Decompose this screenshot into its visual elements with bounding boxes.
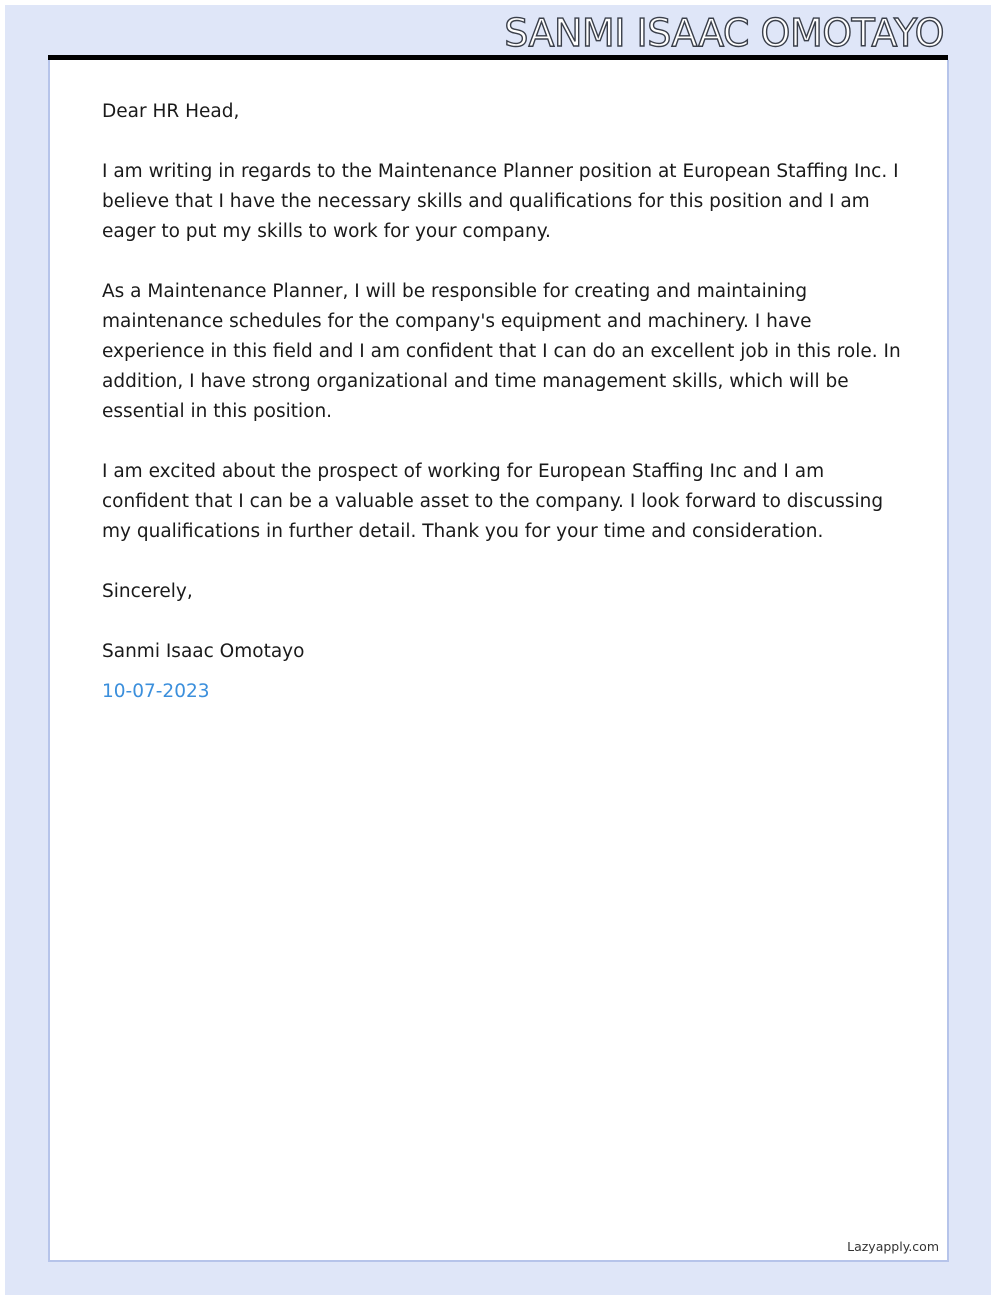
signature: Sanmi Isaac Omotayo <box>102 641 305 662</box>
footer-brand: Lazyapply.com <box>847 1239 939 1254</box>
letter-body <box>102 97 902 707</box>
letter-sheet <box>48 60 949 1262</box>
salutation: Dear HR Head, <box>102 101 240 122</box>
paragraph-2: As a Maintenance Planner, I will be responsible for creating and maintaining maintenance schedules for the company's equipment and machinery. I have experience in this field and I am confident that I can do an excellent job in this role. In addition, I have strong organizational and time management skills, which will be essential in this position. <box>102 281 901 422</box>
applicant-name-header: SANMI ISAAC OMOTAYO <box>504 11 944 55</box>
paragraph-1: I am writing in regards to the Maintenance Planner position at European Staffing Inc. I believe that I have the necessary skills and qualifications for this position and I am eager to put my skills to work for your company. <box>102 161 899 242</box>
closing: Sincerely, <box>102 581 193 602</box>
paragraph-3: I am excited about the prospect of working for European Staffing Inc and I am confident that I can be a valuable asset to the company. I look forward to discussing my qualifications in further detail. Thank you for your time and consideration. <box>102 461 884 542</box>
letter-date: 10-07-2023 <box>102 681 210 702</box>
